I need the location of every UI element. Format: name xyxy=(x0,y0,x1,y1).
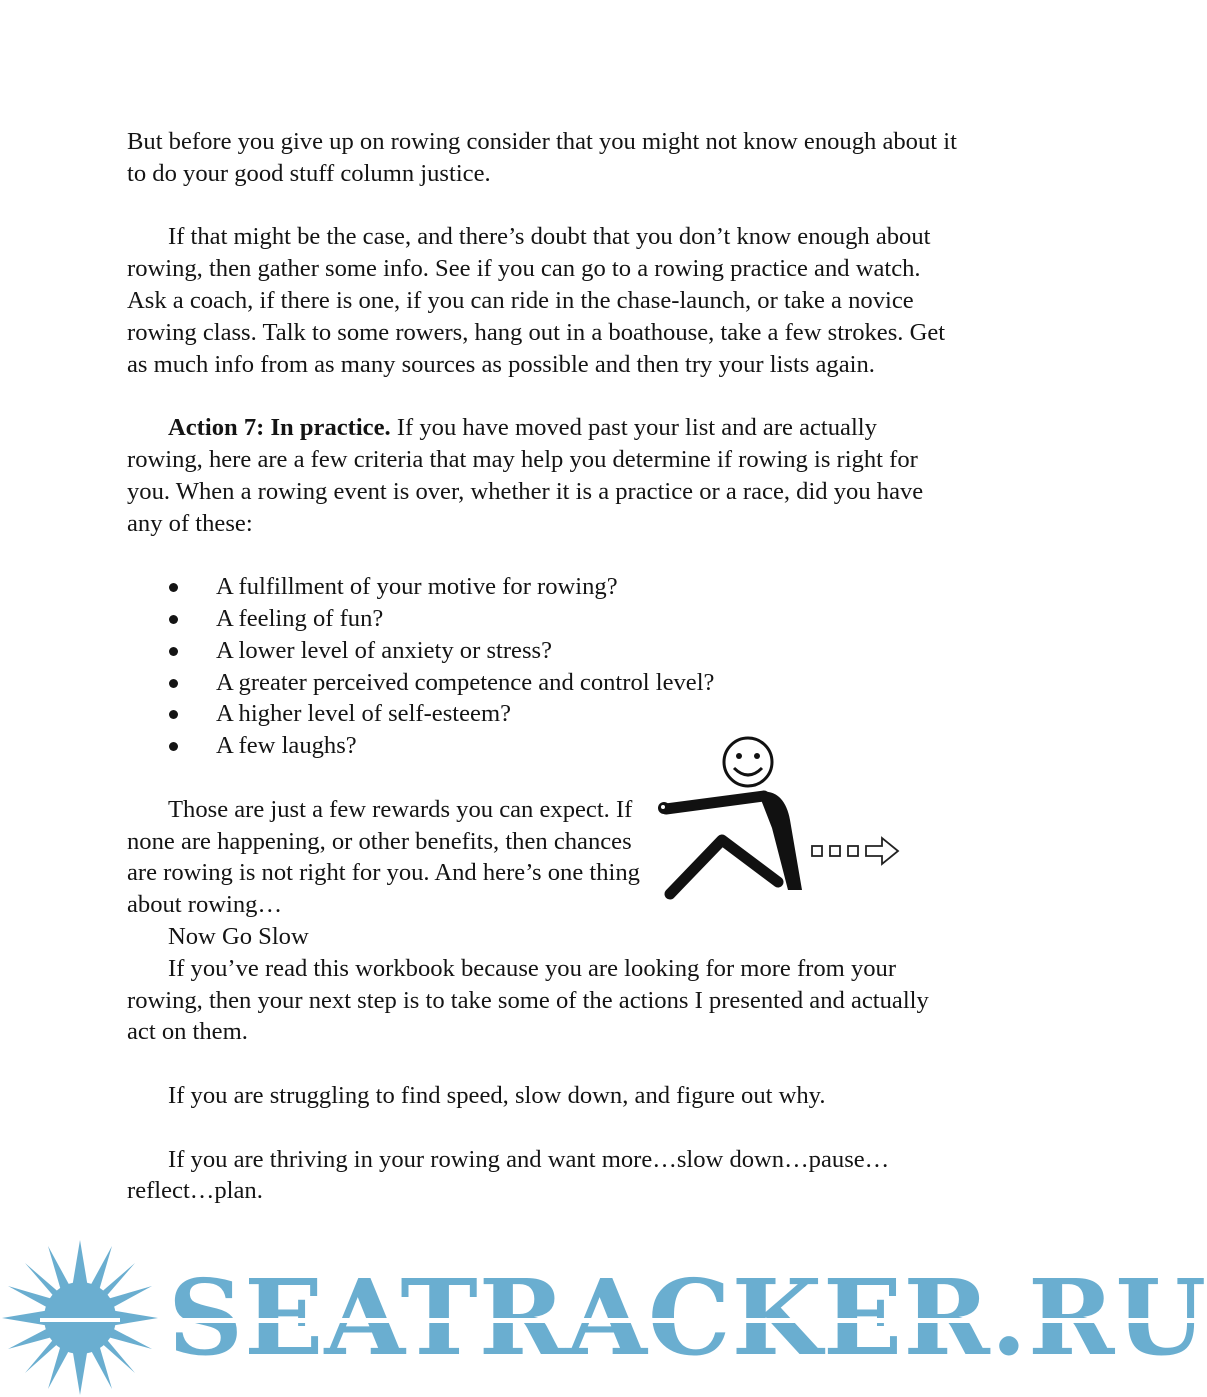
list-item: A greater perceived competence and control level? xyxy=(127,667,957,699)
list-item: A lower level of anxiety or stress? xyxy=(127,635,957,667)
bullet-icon xyxy=(169,742,178,751)
section-heading-now-go-slow: Now Go Slow xyxy=(168,922,309,950)
list-item: A higher level of self-esteem? xyxy=(127,698,957,730)
paragraph-gather-info: If that might be the case, and there’s doubt that you don’t know enough about rowing, then gather some info. See if you can go to a rowing practice and watch. Ask a coach, if there is one, if you can ride in the chase-launch, or take a novice rowing class. Talk to some rowers, hang out in a boathouse, take a few strokes. Get as much info from as many sources as possible and then try your lists again. xyxy=(127,223,946,378)
bullet-icon xyxy=(169,583,178,592)
watermark-text: SEATRACKER.RU xyxy=(168,1256,1207,1379)
bullet-icon xyxy=(169,710,178,719)
watermark xyxy=(0,1238,1207,1397)
paragraph-struggling: If you are struggling to find speed, slow down, and figure out why. xyxy=(168,1081,826,1109)
paragraph-action-7 xyxy=(127,412,957,539)
list-item: A fulfillment of your motive for rowing? xyxy=(127,571,957,603)
action-7-heading: Action 7: In practice. xyxy=(168,414,391,442)
document-body xyxy=(127,126,957,1207)
action-7-body: If you have moved past your list and are actually rowing, here are a few criteria that may help you determine if rowing is right for you. When a rowing event is over, whether it is a practice or a race, did you have any of these: xyxy=(127,414,924,537)
bullet-icon xyxy=(169,615,178,624)
list-item: A few laughs? xyxy=(127,730,957,762)
paragraph-rewards: Those are just a few rewards you can expect. If none are happening, or other benefits, then chances are rowing is not right for you. And here’s one thing about rowing… xyxy=(127,795,640,919)
rower-stick-figure-icon xyxy=(652,730,904,908)
list-item: A feeling of fun? xyxy=(127,603,957,635)
paragraph-thriving: If you are thriving in your rowing and want more…slow down…pause…reflect…plan. xyxy=(127,1145,890,1205)
paragraph-give-up: But before you give up on rowing consider that you might not know enough about it to do your good stuff column justice. xyxy=(127,128,957,187)
sun-logo-icon xyxy=(0,1238,160,1397)
paragraph-next-step: If you’ve read this workbook because you are looking for more from your rowing, then your next step is to take some of the actions I presented and actually act on them. xyxy=(127,954,929,1046)
bullet-icon xyxy=(169,679,178,688)
bullet-icon xyxy=(169,647,178,656)
